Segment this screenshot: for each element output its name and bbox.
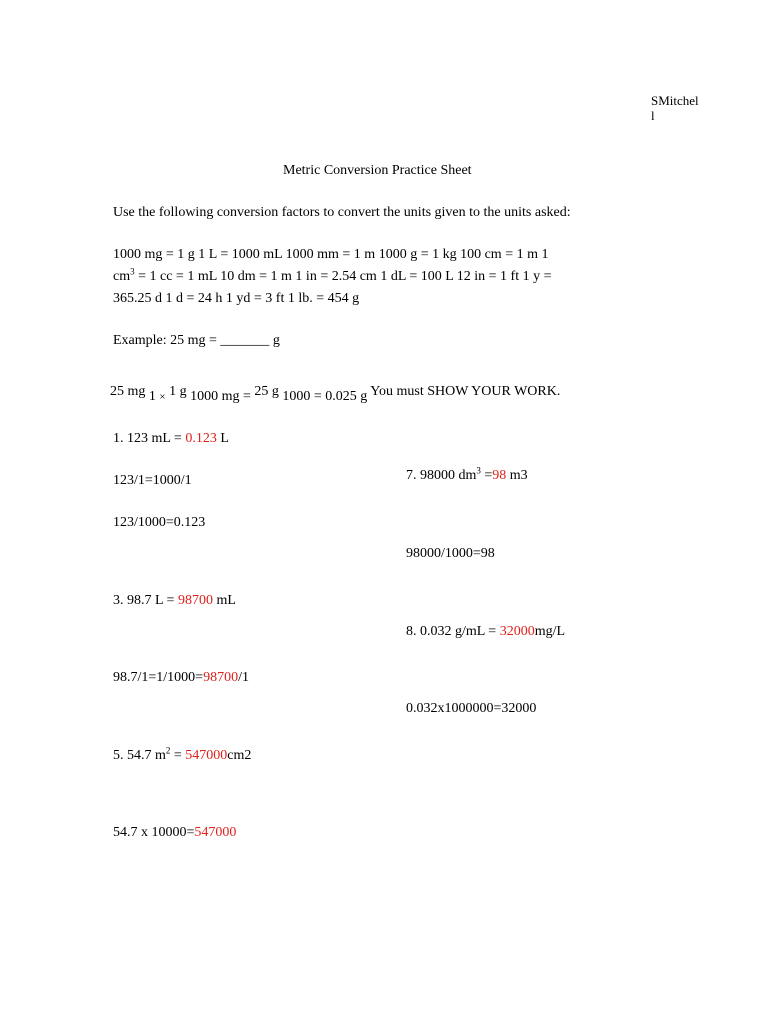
example-term-4: 1000 mg = <box>190 389 251 404</box>
problem-3-work-answer: 98700 <box>203 670 239 685</box>
problem-1-work-2: 123/1000=0.123 <box>113 515 206 530</box>
problem-1-answer: 0.123 <box>185 431 217 446</box>
author-line-2: l <box>651 107 655 123</box>
example-work <box>110 384 561 404</box>
problem-5-answer: 547000 <box>185 748 228 763</box>
example-term-2: 1 <box>148 389 156 404</box>
problem-8: 8. 0.032 g/mL = 32000mg/L <box>406 624 566 639</box>
factors-line-1: 1000 mg = 1 g 1 L = 1000 mL 1000 mm = 1 m 1000 g = 1 kg 100 cm = 1 m 1 <box>113 247 549 262</box>
instructions-text: Use the following conversion factors to convert the units given to the units asked: <box>113 205 571 220</box>
problem-7-answer: 98 <box>492 468 507 483</box>
page-title: Metric Conversion Practice Sheet <box>283 163 472 178</box>
problem-5-work-answer: 547000 <box>194 825 237 840</box>
problem-7-work: 98000/1000=98 <box>406 546 495 561</box>
problem-3-answer: 98700 <box>177 593 213 608</box>
factors-line-2: $cm^3 = 1$ cc = 1 mL 10 dm = 1 m 1 in = 2.54 cm 1 dL = 100 L 12 in = 1 ft 1 y = <box>113 266 552 284</box>
example-prompt: Example: 25 mg = _______ g <box>113 333 280 348</box>
problem-3: 3. 98.7 L = 98700 mL <box>113 593 236 608</box>
example-term-3: 1 g <box>169 384 187 399</box>
problem-8-answer: 32000 <box>499 624 535 639</box>
factors-line-3: 365.25 d 1 d = 24 h 1 yd = 3 ft 1 lb. = 454 g <box>113 291 360 306</box>
conversion-factors <box>113 244 603 310</box>
show-work-note: You must SHOW YOUR WORK. <box>370 384 561 399</box>
problem-5: 5. 54.7 $m^2 = 547000cm2$ <box>113 745 252 763</box>
problem-5-work: 54.7 x 10000=547000 <box>113 825 237 840</box>
problem-8-work: 0.032x1000000=32000 <box>406 701 537 716</box>
cubic-exponent: 3 <box>130 266 135 277</box>
multiply-symbol: × <box>159 391 166 403</box>
problem-1: 1. 123 mL = 0.123 L <box>113 431 229 446</box>
example-term-5: 25 g <box>254 384 279 399</box>
author-line-1: SMitchel <box>651 93 699 108</box>
problem-7: 7. 98000 $dm^3 =98$ m3 <box>406 465 528 483</box>
example-term-1: 25 mg <box>110 384 146 399</box>
problem-1-work-1: 123/1=1000/1 <box>113 473 192 488</box>
author-name <box>651 94 699 124</box>
problem-3-work: 98.7/1=1/1000=98700/1 <box>113 670 249 685</box>
example-result: 1000 = 0.025 g <box>282 389 368 404</box>
